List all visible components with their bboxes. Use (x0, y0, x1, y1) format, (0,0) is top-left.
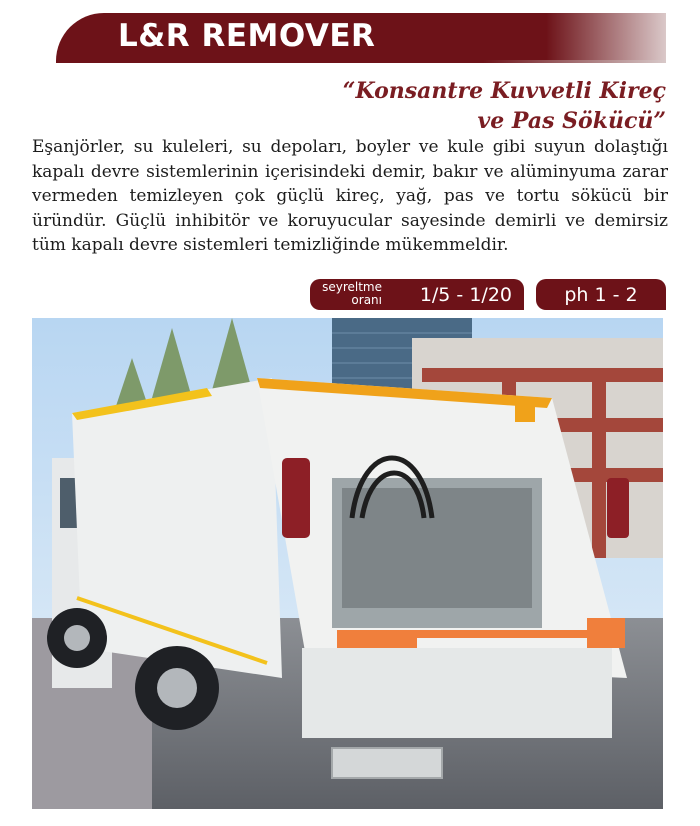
dilution-ratio-value: 1/5 - 1/20 (419, 284, 512, 306)
title-bar (56, 13, 666, 63)
garbage-truck-photo (32, 318, 663, 809)
product-title: L&R REMOVER (118, 18, 376, 54)
title-bar-fade (546, 13, 666, 63)
subtitle-line-1: “Konsantre Kuvvetli Kireç (342, 78, 666, 104)
product-description: Eşanjörler, su kuleleri, su depoları, boyler ve kule gibi suyun dolaştığı kapalı devre sistemlerinin içerisindeki demir, bakır ve alüminyuma zarar vermeden temizleyen çok güçlü kireç, yağ, pas ve tortu sökücü bir üründür. Güçlü inhibitör ve koruyucular sayesinde demirli ve demirsiz tüm kapalı devre sistemleri temizliğinde mükemmeldir. (32, 137, 668, 255)
ratio-label-line-1: seyreltme (322, 280, 382, 294)
ph-badge (536, 279, 666, 310)
dilution-ratio-badge (310, 279, 524, 310)
dilution-ratio-label (320, 281, 382, 307)
subtitle-line-2: ve Pas Sökücü” (477, 108, 666, 134)
ratio-label-line-2: oranı (351, 293, 382, 307)
ph-value: ph 1 - 2 (564, 284, 638, 306)
product-subtitle (246, 76, 666, 136)
